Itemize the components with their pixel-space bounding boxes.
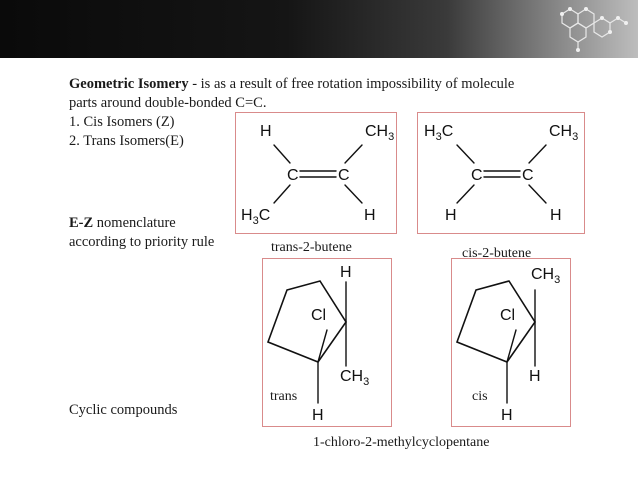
atom-h3c: $H_3C$ — [424, 123, 454, 143]
caption-bottom: 1-chloro-2-methylcyclopentane — [313, 435, 490, 450]
caption-trans-butene: trans-2-butene — [271, 240, 352, 255]
atom-ch3: $CH_3$ — [340, 368, 370, 388]
atom-h: H — [260, 123, 272, 140]
atom-c: C — [471, 167, 483, 184]
atom-c: C — [522, 167, 534, 184]
atom-c: C — [338, 167, 350, 184]
atom-cl: Cl — [311, 307, 327, 324]
atom-h: H — [340, 264, 352, 281]
heading-bold: Geometric Isomery — [69, 76, 189, 92]
heading-line-2: parts around double-bonded C=C. — [69, 95, 267, 111]
atom-h: H — [364, 207, 376, 224]
list-item-cis: 1. Cis Isomers (Z) — [69, 114, 175, 130]
caption-trans-cyclic: trans — [270, 389, 298, 404]
atom-h: H — [445, 207, 457, 224]
atom-h: H — [550, 207, 562, 224]
atom-h: H — [312, 407, 324, 424]
caption-cis-butene: cis-2-butene — [462, 246, 532, 261]
atom-h: H — [501, 407, 513, 424]
ez-line-2: according to priority rule — [69, 234, 215, 250]
ez-bold: E-Z — [69, 215, 94, 231]
caption-cis-cyclic: cis — [472, 389, 488, 404]
atom-c: C — [287, 167, 299, 184]
atom-ch3: $CH_3$ — [531, 266, 561, 286]
atom-h: H — [529, 368, 541, 385]
atom-ch3: $CH_3$ — [549, 123, 579, 143]
ez-rest: nomenclature — [93, 215, 176, 231]
heading-rest: - is as a result of free rotation impossibility of molecule — [188, 76, 515, 92]
atom-ch3: $CH_3$ — [365, 123, 395, 143]
atom-cl: Cl — [500, 307, 516, 324]
list-item-trans: 2. Trans Isomers(E) — [69, 133, 184, 149]
atom-h3c: $H_3C$ — [241, 207, 271, 227]
cyclic-label: Cyclic compounds — [69, 402, 178, 418]
